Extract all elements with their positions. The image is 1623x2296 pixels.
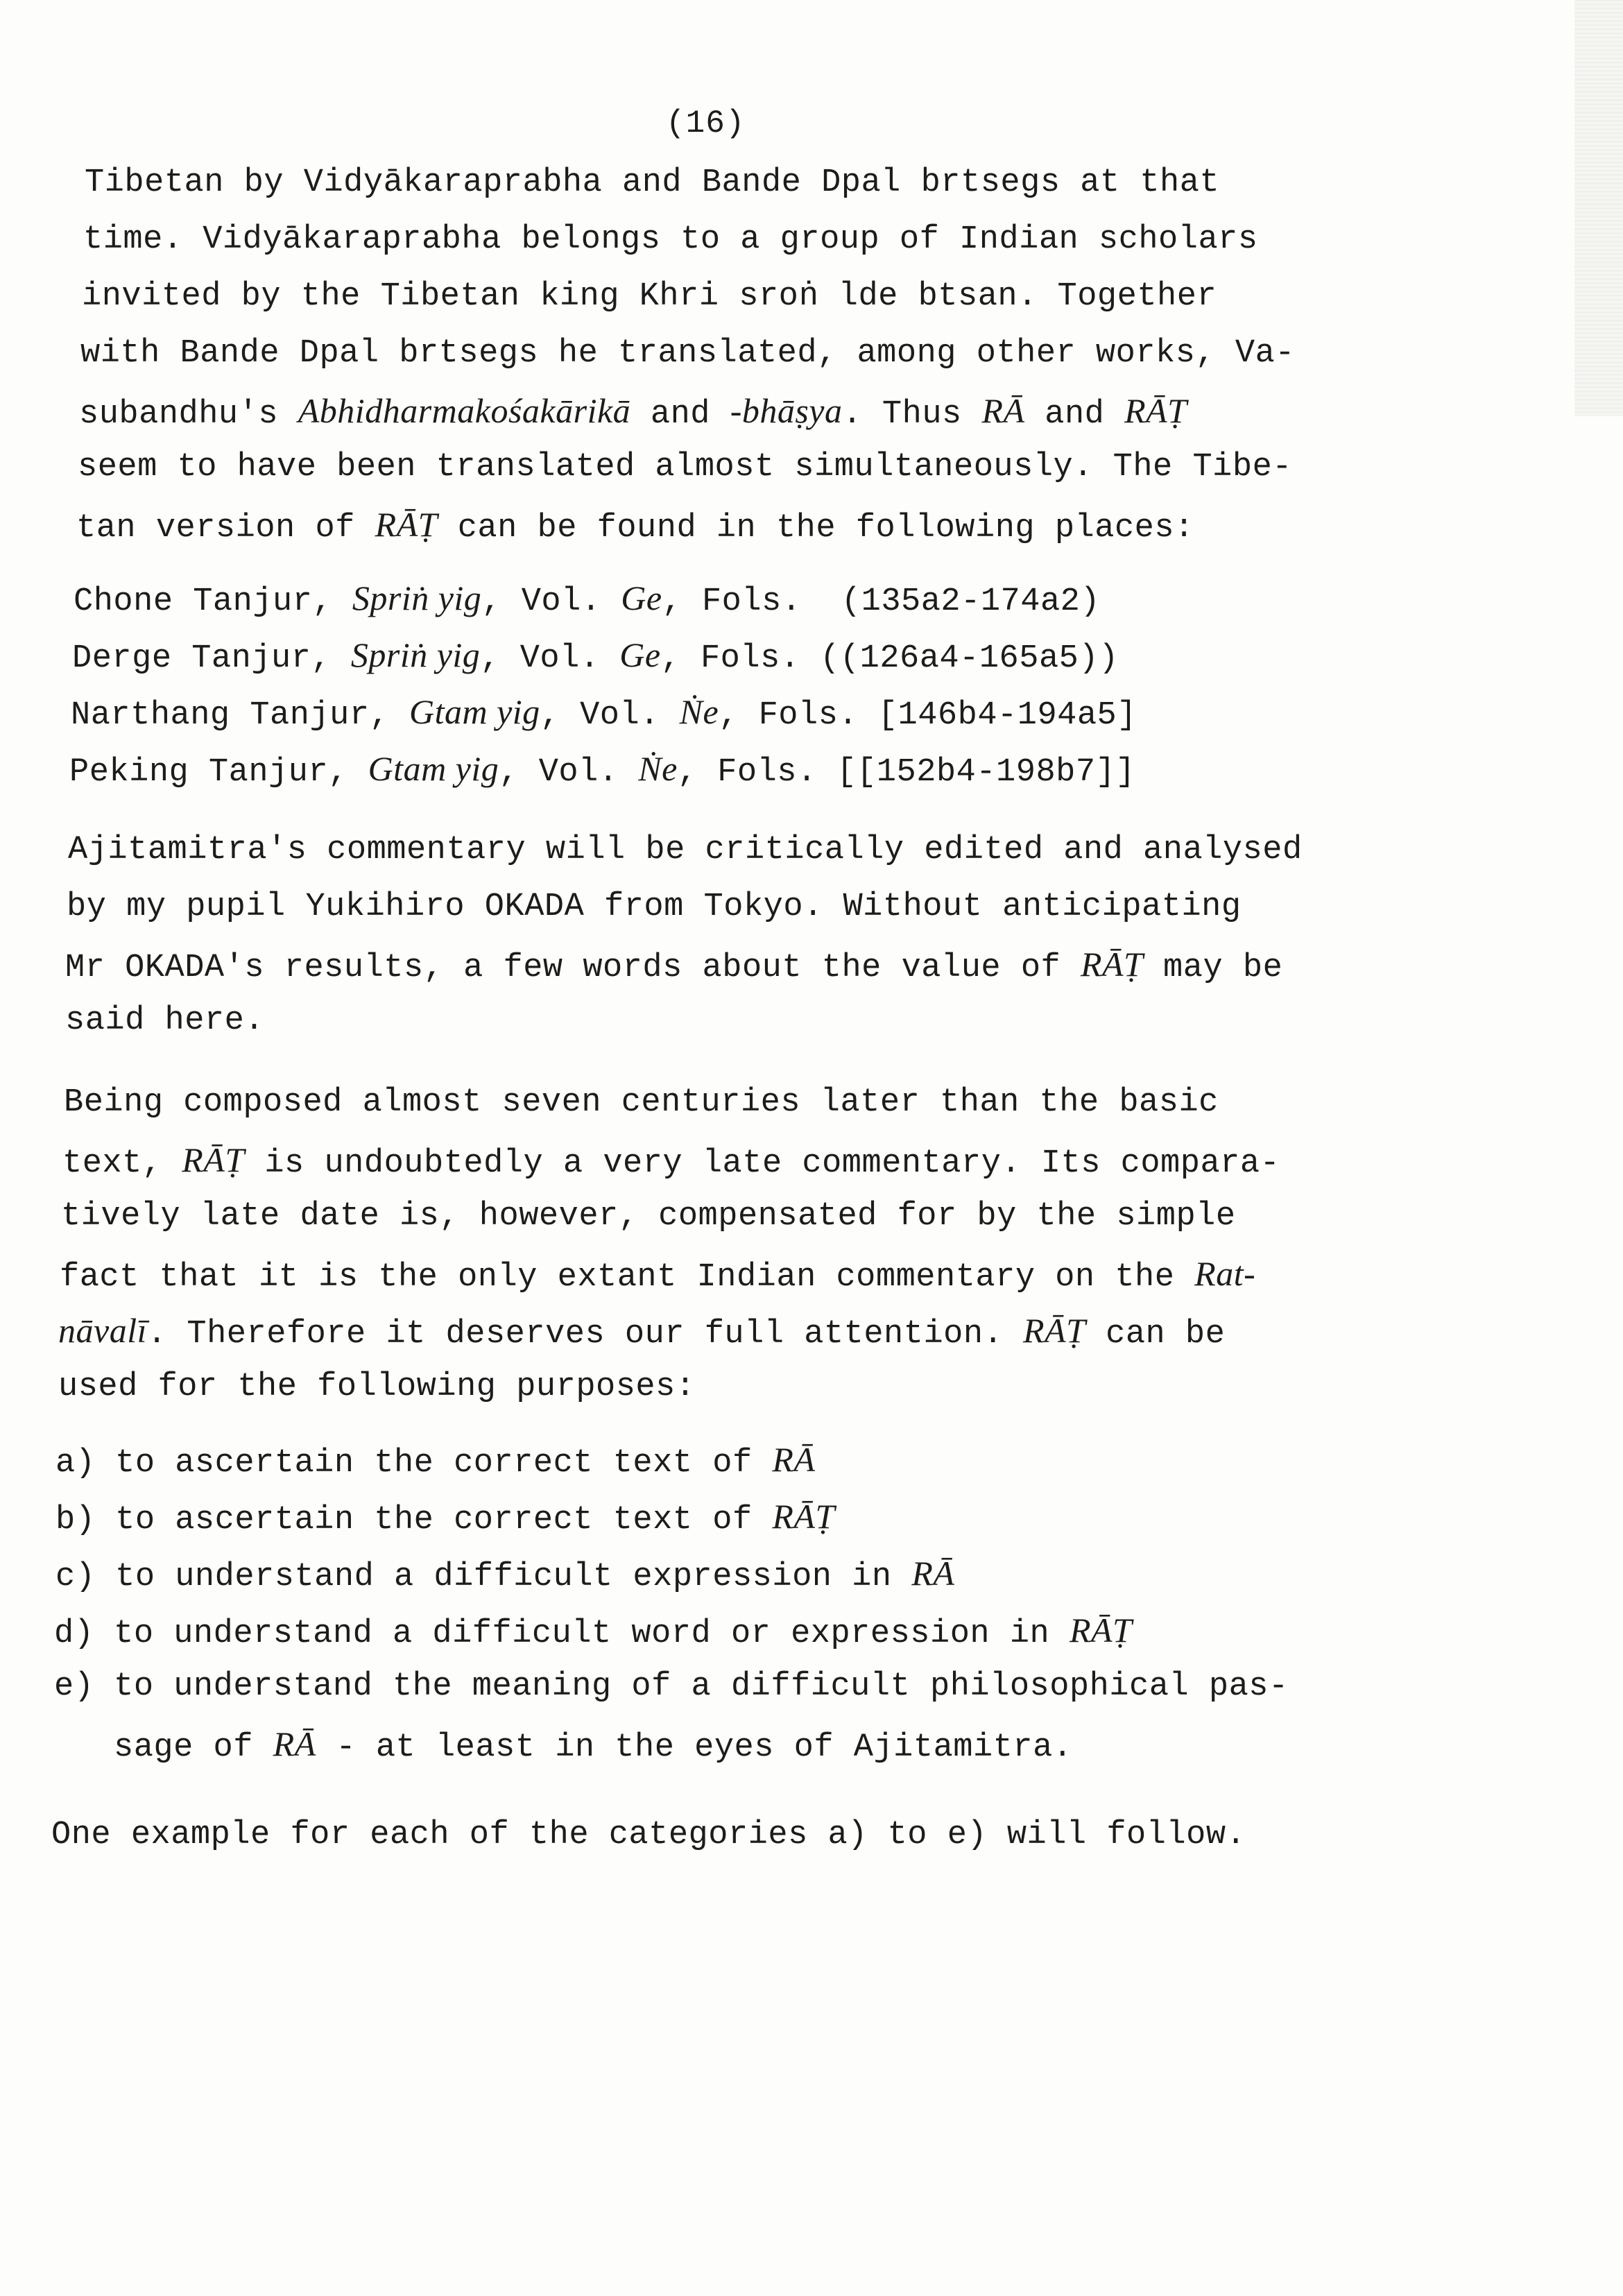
- page-number: (16): [666, 105, 746, 142]
- paragraph-3-line-4: fact that it is the only extant Indian commentary on the Rat-: [60, 1254, 1256, 1296]
- abbrev-rat: RĀṬ: [1080, 945, 1144, 984]
- abbrev-rat: RĀṬ: [1023, 1311, 1086, 1350]
- title-abhidharmakosakarika: Abhidharmakośakārikā: [298, 391, 631, 430]
- paragraph-3-line-6: used for the following purposes:: [58, 1369, 696, 1405]
- purpose-c: c) to understand a difficult expression in RĀ: [55, 1554, 955, 1595]
- purpose-b: b) to ascertain the correct text of RĀṬ: [55, 1497, 835, 1539]
- paragraph-1-line-1: Tibetan by Vidyākaraprabha and Bande Dpal brtsegs at that: [85, 164, 1220, 201]
- abbrev-rat: RĀṬ: [375, 505, 438, 544]
- paragraph-1-line-2: time. Vidyākaraprabha belongs to a group of Indian scholars: [83, 221, 1258, 258]
- paragraph-3-line-1: Being composed almost seven centuries later than the basic: [64, 1084, 1219, 1121]
- abbrev-ra: RĀ: [981, 391, 1025, 430]
- place-chone: Chone Tanjur, Spriṅ yig, Vol. Ge, Fols. (135a2-174a2): [74, 579, 1101, 620]
- title-ratnavali: nāvalī: [58, 1311, 147, 1350]
- paragraph-2-line-1: Ajitamitra's commentary will be critically edited and analysed: [68, 832, 1303, 868]
- place-peking: Peking Tanjur, Gtam yig, Vol. Ṅe, Fols. [[152b4-198b7]]: [69, 749, 1135, 791]
- scan-edge-shadow: [1574, 0, 1623, 416]
- purpose-e-line-1: e) to understand the meaning of a difficult philosophical pas-: [54, 1668, 1289, 1705]
- paragraph-2-line-2: by my pupil Yukihiro OKADA from Tokyo. Without anticipating: [67, 889, 1242, 925]
- paragraph-1-line-3: invited by the Tibetan king Khri sroṅ lde btsan. Together: [82, 278, 1217, 315]
- paragraph-1-line-6: seem to have been translated almost simultaneously. The Tibe-: [78, 449, 1292, 486]
- paragraph-1-line-5: subandhu's Abhidharmakośakārikā and -bhāṣya. Thus RĀ and RĀṬ: [79, 391, 1187, 433]
- paragraph-3-line-5: nāvalī. Therefore it deserves our full attention. RĀṬ can be: [58, 1311, 1226, 1353]
- place-derge: Derge Tanjur, Spriṅ yig, Vol. Ge, Fols. ((126a4-165a5)): [72, 635, 1119, 677]
- paragraph-3-line-3: tively late date is, however, compensated for by the simple: [61, 1198, 1236, 1235]
- paragraph-2-line-3: Mr OKADA's results, a few words about the value of RĀṬ may be: [65, 945, 1283, 986]
- paragraph-1-line-4: with Bande Dpal brtsegs he translated, among other works, Va-: [80, 335, 1295, 372]
- purpose-a: a) to ascertain the correct text of RĀ: [55, 1440, 816, 1482]
- place-narthang: Narthang Tanjur, Gtam yig, Vol. Ṅe, Fols. [146b4-194a5]: [71, 692, 1137, 734]
- paragraph-3-line-2: text, RĀṬ is undoubtedly a very late commentary. Its compara-: [62, 1140, 1280, 1182]
- abbrev-rat: RĀṬ: [1124, 391, 1187, 430]
- paragraph-2-line-4: said here.: [65, 1002, 265, 1039]
- purpose-e-line-2: sage of RĀ - at least in the eyes of Ajitamitra.: [114, 1724, 1073, 1766]
- abbrev-rat: RĀṬ: [182, 1140, 245, 1179]
- purpose-d: d) to understand a difficult word or expression in RĀṬ: [54, 1611, 1133, 1652]
- paragraph-1-line-7: tan version of RĀṬ can be found in the following places:: [76, 505, 1194, 547]
- closing-sentence: One example for each of the categories a) to e) will follow.: [51, 1817, 1246, 1853]
